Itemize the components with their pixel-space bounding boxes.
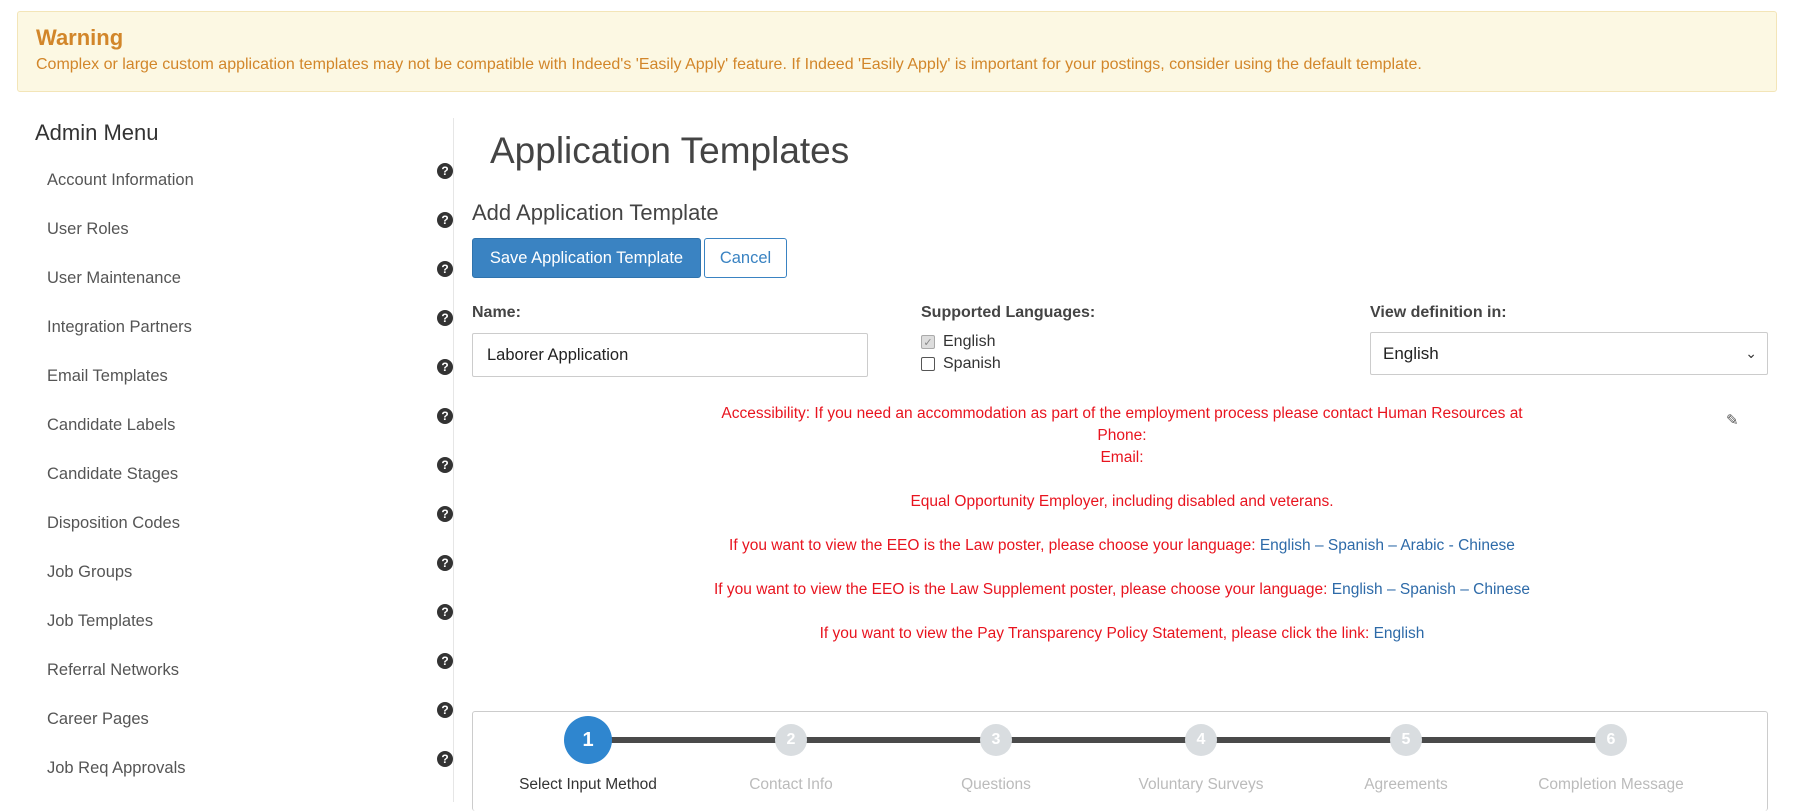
checkbox-icon[interactable] xyxy=(921,357,935,371)
supplement-prefix: If you want to view the EEO is the Law Supplement poster, please choose your language: xyxy=(713,581,1328,598)
step-2-circle[interactable]: 2 xyxy=(775,724,807,756)
view-definition-select[interactable] xyxy=(1370,332,1768,375)
eeo-supplement-line xyxy=(472,579,1772,601)
sidebar-item-job-groups[interactable] xyxy=(17,548,453,597)
step-1-label[interactable]: Select Input Method xyxy=(519,776,657,793)
help-icon[interactable]: ? xyxy=(437,751,453,767)
step-1-circle[interactable]: 1 xyxy=(564,716,612,764)
step-4-label[interactable]: Voluntary Surveys xyxy=(1138,776,1264,793)
save-template-button[interactable]: Save Application Template xyxy=(472,238,701,278)
phone-line: Phone: xyxy=(1097,427,1147,444)
accessibility-line: Accessibility: If you need an accommodation as part of the employment process please contact Human Resources at xyxy=(721,405,1523,422)
wizard-track xyxy=(588,737,1618,743)
email-line: Email: xyxy=(1100,449,1144,466)
supplement-link-english[interactable]: English xyxy=(1331,581,1383,598)
sidebar-item-label: Job Templates xyxy=(47,612,154,630)
help-icon[interactable]: ? xyxy=(437,653,453,669)
sidebar-item-label: Account Information xyxy=(47,171,194,189)
help-icon[interactable]: ? xyxy=(437,506,453,522)
eeo-prefix: If you want to view the EEO is the Law poster, please choose your language: xyxy=(729,537,1256,554)
notice-block xyxy=(472,403,1772,645)
step-4-circle[interactable]: 4 xyxy=(1185,724,1217,756)
page-title: Application Templates xyxy=(490,130,850,171)
name-label: Name: xyxy=(472,304,521,321)
sidebar-item-label: User Maintenance xyxy=(47,269,181,287)
help-icon[interactable]: ? xyxy=(437,212,453,228)
eeo-link-spanish[interactable]: Spanish xyxy=(1327,537,1384,554)
sidebar-item-label: Integration Partners xyxy=(47,318,192,336)
language-label: English xyxy=(943,333,996,350)
step-5-label[interactable]: Agreements xyxy=(1364,776,1448,793)
edit-icon[interactable]: ✎ xyxy=(1726,412,1739,429)
admin-sidebar xyxy=(17,118,454,802)
help-icon[interactable]: ? xyxy=(437,408,453,424)
supplement-link-chinese[interactable]: Chinese xyxy=(1473,581,1531,598)
sidebar-item-disposition-codes[interactable] xyxy=(17,499,453,548)
sidebar-item-job-req-approvals[interactable] xyxy=(17,744,453,793)
step-5-circle[interactable]: 5 xyxy=(1390,724,1422,756)
step-2-label[interactable]: Contact Info xyxy=(749,776,833,793)
form-subtitle: Add Application Template xyxy=(472,200,719,225)
warning-text: Complex or large custom application templates may not be compatible with Indeed's 'Easily Apply' feature. If Indeed 'Easily Apply' is important for your postings, consider using the default template. xyxy=(36,56,1422,73)
sidebar-item-candidate-labels[interactable] xyxy=(17,401,453,450)
language-option-english[interactable] xyxy=(921,333,995,351)
sidebar-item-candidate-stages[interactable] xyxy=(17,450,453,499)
sidebar-item-label: Referral Networks xyxy=(47,661,180,679)
eoe-line: Equal Opportunity Employer, including disabled and veterans. xyxy=(910,493,1334,510)
warning-title: Warning xyxy=(36,25,124,50)
sidebar-item-email-templates[interactable] xyxy=(17,352,453,401)
sidebar-item-account-information[interactable] xyxy=(17,156,453,205)
pay-link-english[interactable]: English xyxy=(1373,625,1425,642)
sidebar-item-label: Candidate Labels xyxy=(47,416,176,434)
sidebar-item-label: Email Templates xyxy=(47,367,168,385)
select-value: English xyxy=(1383,343,1439,363)
eeo-link-chinese[interactable]: Chinese xyxy=(1458,537,1515,554)
pay-prefix: If you want to view the Pay Transparency Policy Statement, please click the link: xyxy=(819,625,1370,642)
supported-languages-label: Supported Languages: xyxy=(921,304,1096,321)
admin-menu xyxy=(17,156,453,793)
sidebar-item-label: Candidate Stages xyxy=(47,465,179,483)
help-icon[interactable]: ? xyxy=(437,702,453,718)
help-icon[interactable]: ? xyxy=(437,261,453,277)
help-icon[interactable]: ? xyxy=(437,163,453,179)
sidebar-item-label: Job Req Approvals xyxy=(47,759,186,777)
sidebar-item-label: Career Pages xyxy=(47,710,149,728)
sidebar-item-label: User Roles xyxy=(47,220,129,238)
checkbox-checked-icon[interactable]: ✓ xyxy=(921,335,935,349)
sidebar-item-referral-networks[interactable] xyxy=(17,646,453,695)
name-input[interactable] xyxy=(472,333,868,377)
sidebar-item-integration-partners[interactable] xyxy=(17,303,453,352)
help-icon[interactable]: ? xyxy=(437,457,453,473)
separator: – xyxy=(1386,581,1396,598)
warning-banner xyxy=(17,11,1777,92)
supplement-link-spanish[interactable]: Spanish xyxy=(1399,581,1456,598)
separator: - xyxy=(1448,537,1454,554)
step-3-label[interactable]: Questions xyxy=(961,776,1031,793)
sidebar-item-user-maintenance[interactable] xyxy=(17,254,453,303)
help-icon[interactable]: ? xyxy=(437,359,453,375)
cancel-button[interactable]: Cancel xyxy=(704,238,787,278)
help-icon[interactable]: ? xyxy=(437,555,453,571)
language-label: Spanish xyxy=(943,355,1001,372)
sidebar-item-job-templates[interactable] xyxy=(17,597,453,646)
step-6-label[interactable]: Completion Message xyxy=(1538,776,1684,793)
separator: – xyxy=(1388,537,1397,554)
sidebar-item-label: Disposition Codes xyxy=(47,514,180,532)
eeo-link-english[interactable]: English xyxy=(1259,537,1311,554)
eeo-link-arabic[interactable]: Arabic xyxy=(1400,537,1445,554)
sidebar-title: Admin Menu xyxy=(35,120,159,145)
sidebar-item-label: Job Groups xyxy=(47,563,133,581)
separator: – xyxy=(1460,581,1469,598)
eeo-poster-line xyxy=(472,535,1772,557)
step-wizard xyxy=(472,711,1768,811)
language-option-spanish[interactable] xyxy=(921,355,1001,373)
view-definition-label: View definition in: xyxy=(1370,304,1507,321)
separator: – xyxy=(1314,537,1324,554)
main-content xyxy=(472,118,1772,802)
chevron-down-icon: ⌄ xyxy=(1745,345,1757,361)
sidebar-item-user-roles[interactable] xyxy=(17,205,453,254)
pay-transparency-line xyxy=(472,623,1772,645)
help-icon[interactable]: ? xyxy=(437,604,453,620)
step-3-circle[interactable]: 3 xyxy=(980,724,1012,756)
step-6-circle[interactable]: 6 xyxy=(1595,724,1627,756)
sidebar-item-career-pages[interactable] xyxy=(17,695,453,744)
help-icon[interactable]: ? xyxy=(437,310,453,326)
